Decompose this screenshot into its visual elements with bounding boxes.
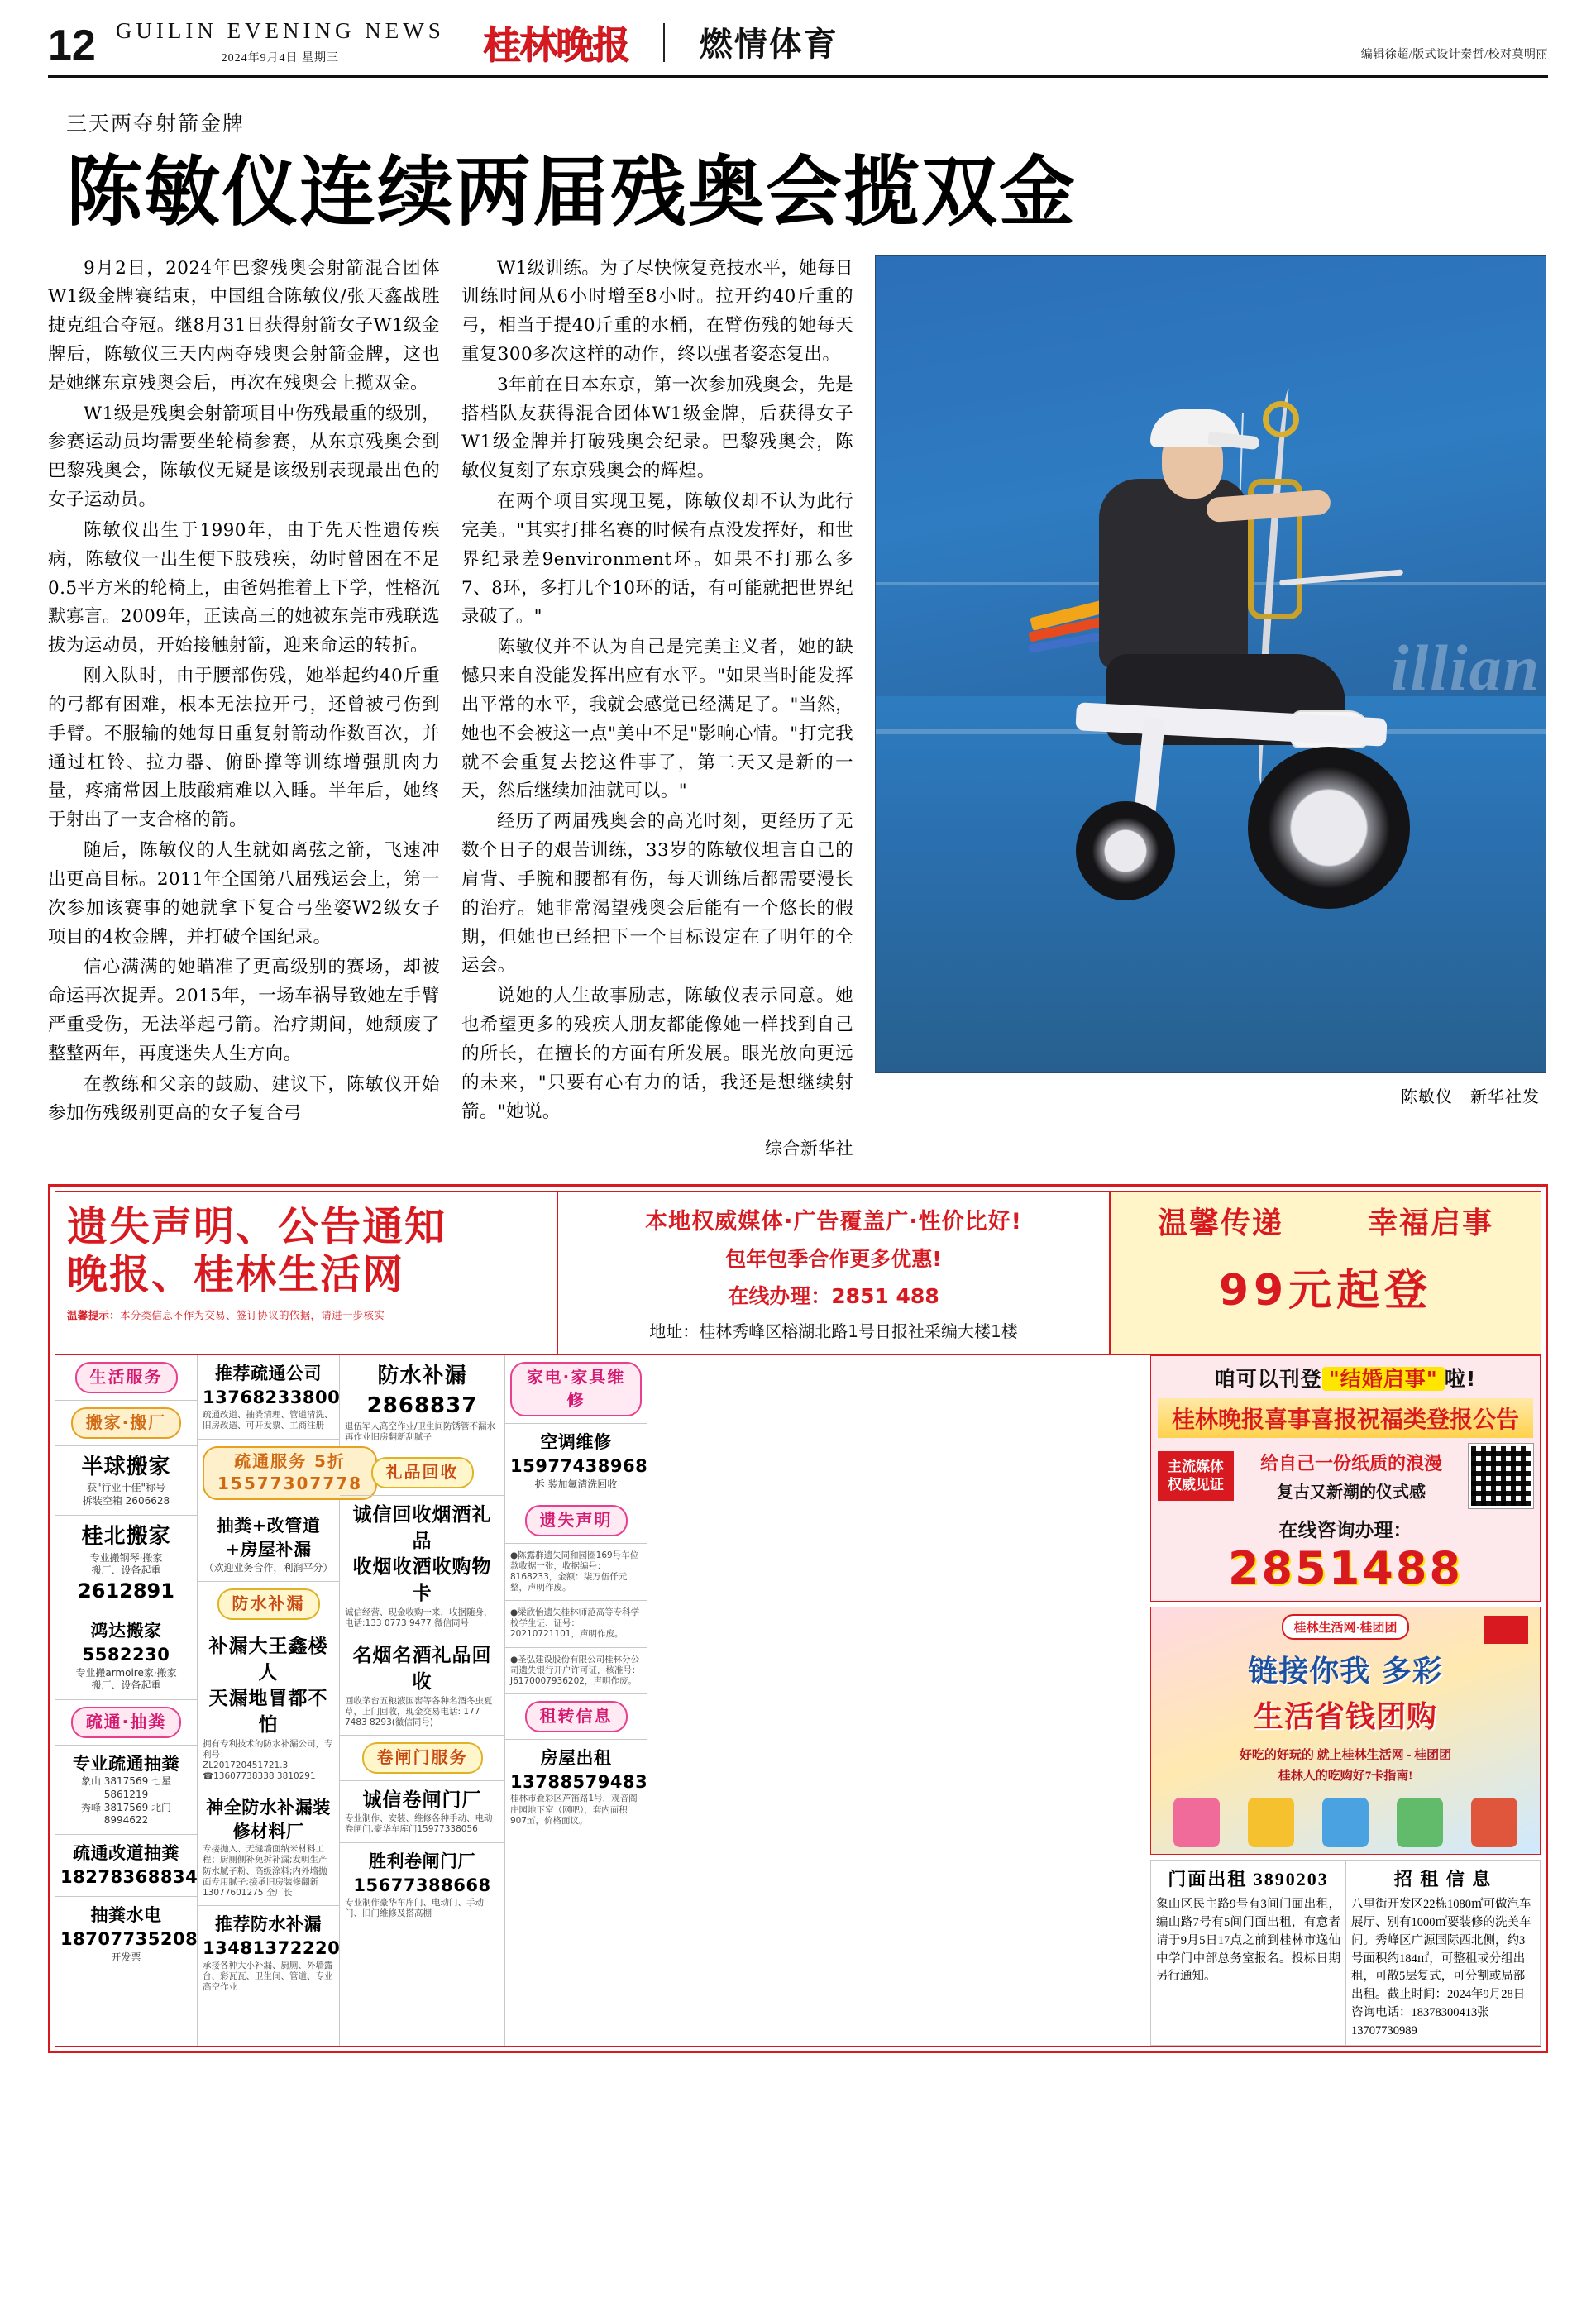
- masthead: [48, 0, 1548, 78]
- ad-note: 开发票: [111, 1951, 141, 1963]
- bottle-icon: [1322, 1798, 1369, 1847]
- ad-note: 专业搬armoire家·搬家: [75, 1666, 177, 1679]
- ad-note: 专业搬钢琴·搬家: [89, 1551, 163, 1564]
- section-title: 燃情体育: [699, 26, 839, 64]
- ad-note: 获"行业十佳"称号: [86, 1482, 166, 1494]
- page-number: 12: [48, 21, 96, 69]
- notice-text: ●圣弘建设股份有限公司桂林分公司遗失银行开户许可证，核准号：J6170007936202，声明作废。: [510, 1654, 641, 1686]
- group-buy-line3: 好吃的好玩的 就上桂林生活网 - 桂团团: [1239, 1749, 1452, 1763]
- ad-title: 房屋出租13788579483: [510, 1747, 648, 1792]
- paragraph: 信心满满的她瞄准了更高级别的赛场，却被命运再次捉弄。2015年，一场车祸导致她左手臂严重受伤，无法举起弓箭。治疗期间，她颓废了整整两年，再度迷失人生方向。: [48, 957, 440, 1064]
- ad-mid-address: 地址：桂林秀峰区榕湖北路1号日报社采编大楼1楼: [649, 1321, 1018, 1342]
- ad-title: 疏通改道抽粪 18278368834: [60, 1842, 198, 1887]
- ad-banner-left: [55, 1192, 558, 1354]
- classified-ad[interactable]: [198, 1627, 339, 1789]
- ad-note2: 拆装空箱 2606628: [82, 1495, 170, 1507]
- classified-ad[interactable]: [505, 1740, 647, 1833]
- promo-line2: 桂林晚报喜事喜报祝福类登报公告: [1158, 1398, 1533, 1438]
- flag-icon: [1484, 1616, 1528, 1644]
- category-header: [55, 1401, 197, 1446]
- lost-notice[interactable]: [505, 1648, 647, 1694]
- paragraph: W1级训练。为了尽快恢复竞技水平，她每日训练时间从6小时增至8小时。拉开约40斤重的弓，相当于提40斤重的水桶，在臂伤残的她每天重复300多次这样的动作，终以强者姿态复出。: [461, 257, 853, 365]
- promo-line1-highlight: "结婚启事": [1322, 1367, 1445, 1391]
- ad-title: 诚信回收烟酒礼品: [352, 1503, 492, 1552]
- classified-ad[interactable]: [55, 1516, 197, 1612]
- ad-title: 专业疏通抽粪: [73, 1753, 179, 1774]
- ad-banner-line1: 遗失声明、公告通知: [67, 1203, 447, 1251]
- category-header: [55, 1355, 197, 1401]
- ad-title: 胜利卷闸门厂 15677388668: [353, 1851, 491, 1895]
- photo-watermark: illian: [1390, 631, 1541, 704]
- product-illustrations: [1159, 1776, 1531, 1847]
- paragraph: 3年前在日本东京，第一次参加残奥会，先是搭档队友获得混合团体W1级金牌，后获得女子W1级金牌并打破残奥会纪录。巴黎残奥会，陈敏仪复刻了东京残奥会的辉煌。: [461, 374, 853, 482]
- group-buy-line2: 生活省钱团购: [1253, 1700, 1437, 1735]
- category-pill: 生活服务: [75, 1362, 178, 1393]
- article-column-1: [48, 255, 440, 1130]
- category-pill: 防水补漏: [217, 1588, 320, 1620]
- ad-note: 桂林市叠彩区芦笛路1号，观音阁庄园地下室（网吧），套内面积907㎡，价格面议。: [510, 1794, 638, 1826]
- editor-credits: 编辑徐超/版式设计秦哲/校对莫明丽: [1360, 49, 1548, 61]
- ad-note: 疏通改道、抽粪清理、管道清洗、旧房改造、可开发票、工商注册: [203, 1410, 333, 1431]
- classified-ad[interactable]: [55, 1446, 197, 1516]
- bow-cam-top-icon: [1263, 401, 1299, 437]
- classifieds-column-3: [340, 1355, 505, 2046]
- tip-text: 本分类信息不作为交易、签订协议的依据，请进一步核实: [120, 1310, 385, 1321]
- classified-ad[interactable]: [340, 1781, 504, 1843]
- ad-banner-tip: [67, 1307, 548, 1322]
- article-byline: 综合新华社: [765, 1139, 853, 1159]
- ad-note2: 秀峰 3817569 北门 8994622: [80, 1801, 172, 1827]
- ad-title: 补漏大王鑫楼人: [208, 1635, 328, 1684]
- ad-phone: 2612891: [78, 1579, 174, 1603]
- masthead-english: [116, 18, 445, 67]
- classified-ad[interactable]: [340, 1636, 504, 1736]
- classified-ad[interactable]: [198, 1355, 339, 1439]
- paragraph: 刚入队时，由于腰部伤残，她举起约40斤重的弓都有困难，根本无法拉开弓，还曾被弓伤到手臂。不服输的她每日重复射箭动作数百次，并通过杠铃、拉力器、俯卧撑等训练增强肌肉力量，疼痛常因上肢酸痛难以入睡。半年后，她终于射出了一支合格的箭。: [48, 666, 440, 831]
- group-buy-line4: 桂林人的吃购好7卡指南!: [1278, 1770, 1413, 1784]
- category-header: [505, 1498, 647, 1544]
- photo-caption: 陈敏仪 新华社发: [1401, 1087, 1540, 1106]
- bag-icon: [1173, 1798, 1220, 1847]
- ad-title: 门面出租 3890203: [1168, 1869, 1329, 1890]
- ad-title: 推荐防水补漏 13481372220: [203, 1913, 341, 1958]
- paragraph: 说她的人生故事励志，陈敏仪表示同意。她也希望更多的残疾人朋友都能像她一样找到自己的所长，在擅长的方面有所发展。眼光放向更远的未来，"只要有心有力的话，我还是想继续射箭。"她说。: [461, 986, 853, 1122]
- classified-ad[interactable]: [55, 1835, 197, 1897]
- paragraph: 9月2日，2024年巴黎残奥会射箭混合团体W1级金牌赛结束，中国组合陈敏仪/张天鑫战胜捷克组合夺冠。继8月31日获得射箭女子W1级金牌后，陈敏仪三天内两夺残奥会射箭金牌，这也是她继东京残奥会后，再次在残奥会上揽双金。: [48, 257, 440, 394]
- paragraph: 经历了两届残奥会的高光时刻，更经历了无数个日子的艰苦训练，33岁的陈敏仪坦言自己的肩背、手腕和腰都有伤，每天训练后都需要漫长的治疗。她非常渴望残奥会后能有一个悠长的假期，但她也已经把下一个目标设定在了明年的全运会。: [461, 811, 853, 977]
- lost-notice[interactable]: [505, 1601, 647, 1647]
- promo-mid-b: 复古又新潮的仪式感: [1277, 1483, 1426, 1502]
- classifieds-column-1: [55, 1355, 198, 2046]
- ad-right-price: 99元起登: [1218, 1266, 1433, 1316]
- article-headline: 陈敏仪连续两届残奥会揽双金: [66, 148, 1078, 236]
- ad-note2: ZL201720451721.3 ☎13607738338 3810291: [203, 1760, 316, 1782]
- classifieds-grid: [55, 1355, 1541, 2046]
- tip-label: 温馨提示：: [67, 1310, 121, 1321]
- category-pill: 礼品回收: [371, 1457, 474, 1488]
- classifieds-column-2: [198, 1355, 363, 2046]
- group-buy-badge: 桂林生活网·桂团团: [1282, 1614, 1408, 1640]
- qr-code-icon[interactable]: [1469, 1444, 1533, 1508]
- wheelchair-caster: [1076, 801, 1175, 900]
- promo-mid-a: 给自己一份纸质的浪漫: [1259, 1454, 1442, 1475]
- ad-note: 诚信经营、现金收购一来，收据随身，电话:133 0773 9477 微信同号: [345, 1607, 493, 1629]
- category-header: [340, 1450, 504, 1496]
- classified-ad[interactable]: [55, 1897, 197, 1971]
- notice-text: ●梁欣怡遗失桂林师范高等专科学校学生证、证号：20210721101，声明作废。: [510, 1607, 640, 1640]
- english-title: GUILIN EVENING NEWS: [115, 18, 445, 43]
- category-header: [55, 1700, 197, 1746]
- category-pill: 疏通服务 5折 15577307778: [203, 1446, 377, 1500]
- classified-ad[interactable]: [55, 1612, 197, 1700]
- paragraph: 随后，陈敏仪的人生就如离弦之箭，飞速冲出更高目标。2011年全国第八届残运会上，第一次参加该赛事的她就拿下复合弓坐姿W2级女子项目的4枚金牌，并打破全国纪录。: [48, 840, 440, 948]
- ad-mid-line2: 包年包季合作更多优惠!: [725, 1247, 942, 1272]
- promo-line1-pre: 咱可以刊登: [1214, 1367, 1322, 1392]
- promo-badge: [1158, 1451, 1234, 1501]
- ad-mid-line3[interactable]: 在线办理：2851 488: [728, 1284, 939, 1309]
- classifieds-column-4: [505, 1355, 647, 2046]
- masthead-divider: [663, 23, 665, 62]
- ad-title: 招 租 信 息: [1393, 1869, 1493, 1890]
- category-header: [505, 1694, 647, 1740]
- group-buy-ad[interactable]: [1150, 1607, 1541, 1855]
- shop-rent-ad[interactable]: [1151, 1861, 1345, 2045]
- ad-title: 名烟名酒礼品回收: [352, 1645, 492, 1693]
- ad-note: （欢迎业务合作，利润平分）: [203, 1561, 333, 1574]
- paragraph: 在两个项目实现卫冕，陈敏仪却不认为此行完美。"其实打排名赛的时候有点没发挥好，和世界纪录差9environment环。如果不打那么多7、8环，多打几个10环的话，有可能就把世界纪录破了。": [461, 491, 853, 628]
- ad-title: 抽粪水电 18707735208: [60, 1904, 198, 1949]
- category-pill: 家电·家具维修: [510, 1362, 642, 1416]
- promo-line3: 在线咨询办理：: [1278, 1520, 1412, 1542]
- paragraph: 在教练和父亲的鼓励、建议下，陈敏仪开始参加伤残级别更高的女子复合弓: [48, 1073, 440, 1124]
- ad-note: 专接抛入、无缝墙面纳米材料工程；厨厕侧补免拆补漏;发明生产防水腻子粉、高级涂料;内外墙抛面专用腻子;接承旧房装修翻新 13077601275 全厂长: [203, 1844, 327, 1898]
- paragraph: 陈敏仪并不认为自己是完美主义者，她的缺憾只来自没能发挥出应有水平。"如果当时能发挥出平常的水平，我就会感觉已经满足了。"当然，她也不会被这一点"美中不足"影响心情。"打完我就不会重复去挖这件事了，第二天又是新的一天，然后继续加油就可以。": [461, 637, 853, 802]
- brand-logo: 桂林晚报: [482, 22, 628, 67]
- ad-note: 承接各种大小补漏、厨厕、外墙露台、彩瓦瓦、卫生间、管道、专业高空作业: [203, 1960, 333, 1993]
- category-header: [340, 1736, 504, 1781]
- ad-right-a: 温馨传递: [1157, 1206, 1283, 1241]
- dateline: 2024年9月4日 星期三: [221, 52, 340, 64]
- ad-title-2: 天漏地冒都不怕: [208, 1688, 328, 1736]
- ad-note: 拆 装加氟清洗回收: [534, 1478, 618, 1490]
- ad-note: 回收茅台五粮液国窖等各种名酒冬虫夏草，上门回收，现金交易电话: 177 7483 8293(微信同号): [345, 1695, 493, 1727]
- paragraph: 陈敏仪出生于1990年，由于先天性遗传疾病，陈敏仪一出生便下肢残疾，幼时曾困在不足0.5平方米的轮椅上，由爸妈推着上下学，性格沉默寡言。2009年，正读高三的她被东莞市残联选拔为运动员，开始接触射箭，迎来命运的转折。: [48, 519, 440, 657]
- ad-note2: 搬厂、设备起重: [91, 1564, 161, 1577]
- promo-badge-line2: 权威见证: [1168, 1477, 1224, 1494]
- ad-title: 防水补漏 2868837: [366, 1364, 478, 1419]
- ad-title: 诚信卷闸门厂: [362, 1789, 482, 1811]
- classified-ad[interactable]: [340, 1355, 504, 1450]
- promo-column: [1150, 1355, 1541, 2046]
- ad-body: 象山区民主路9号有3间门面出租，编山路7号有5间门面出租，有意者请于9月5日17点之前到桂林市逸仙中学门中部总务室报名。投标日期另行通知。: [1156, 1898, 1340, 1984]
- category-pill: 疏通·抽粪: [71, 1707, 182, 1738]
- ad-mid-line1: 本地权威媒体·广告覆盖广·性价比好!: [645, 1209, 1022, 1235]
- ad-banner-middle: [558, 1192, 1111, 1354]
- classified-ad[interactable]: [198, 1789, 339, 1906]
- category-pill: 卷闸门服务: [362, 1742, 483, 1774]
- classified-ad[interactable]: [340, 1843, 504, 1926]
- ad-title: 空调维修 15977438968: [510, 1431, 648, 1476]
- ad-title: 抽粪+改管道+房屋补漏: [216, 1515, 321, 1560]
- ad-title: 神全防水补漏装修材料厂: [206, 1798, 331, 1842]
- category-header: [198, 1582, 339, 1627]
- ad-title-2: 收烟收酒收购物卡: [352, 1556, 492, 1605]
- group-buy-line1: 链接你我 多彩: [1248, 1655, 1443, 1689]
- ad-note: 专业制作豪华车库门、电动门、手动门、旧门维修及搭高棚: [345, 1897, 484, 1918]
- ad-title: 桂北搬家: [81, 1523, 171, 1549]
- wedding-announcement-ad[interactable]: [1150, 1355, 1541, 1602]
- classified-ad[interactable]: [340, 1496, 504, 1636]
- wheelchair-wheel: [1248, 747, 1410, 909]
- ad-banner: [55, 1192, 1541, 1355]
- ad-note: 拥有专利技术的防水补漏公司，专利号：: [203, 1738, 333, 1760]
- ad-body: 八里街开发区22栋1080㎡可做汽车展厅、别有1000㎡要装修的洗美车间。秀峰区广源国际西北侧，约3号面积约184㎡，可整租或分组出租，可散5层复式，可分割或局部出租。截止时间：2024年9月28日咨询电话：18378300413张 13707730989: [1351, 1898, 1531, 2037]
- classified-ad[interactable]: [198, 1507, 339, 1583]
- ad-title: 推荐疏通公司 13768233800: [203, 1364, 341, 1408]
- article-kicker: 三天两夺射箭金牌: [66, 112, 246, 136]
- article-photo: [875, 255, 1546, 1073]
- ad-banner-right: [1111, 1192, 1541, 1354]
- ad-title: 半球搬家: [81, 1454, 171, 1479]
- ad-note: 专业制作、安装、维修各种手动、电动卷闸门,豪华车库门15977338056: [345, 1813, 493, 1835]
- category-header: [198, 1440, 363, 1507]
- ad-banner-line2: 晚报、桂林生活网: [67, 1251, 405, 1299]
- athlete-figure: [1000, 355, 1388, 934]
- classified-ads-section: [48, 1184, 1548, 2053]
- ad-note2: 搬厂、设备起重: [91, 1679, 161, 1692]
- ad-note: 象山 3817569 七星 5861219: [80, 1775, 172, 1801]
- classified-ad[interactable]: [505, 1424, 647, 1499]
- rent-info-ad[interactable]: [1345, 1861, 1540, 2045]
- category-pill: 搬家·搬厂: [71, 1407, 182, 1439]
- gift-icon: [1397, 1798, 1443, 1847]
- ad-note: 退伍军人高空作业/卫生间防锈管不漏水再作业旧房翻新刮腻子: [345, 1421, 496, 1443]
- lost-notice[interactable]: [505, 1544, 647, 1602]
- cart-icon: [1471, 1798, 1517, 1847]
- promo-phone[interactable]: 2851488: [1227, 1542, 1463, 1595]
- ad-title: 鸿达搬家 5582230: [82, 1620, 170, 1665]
- article-photo-column: [875, 255, 1546, 1107]
- classified-ad[interactable]: [55, 1746, 197, 1835]
- classified-ad[interactable]: [198, 1906, 339, 1999]
- promo-badge-line1: 主流媒体: [1168, 1459, 1224, 1476]
- category-header: [505, 1355, 647, 1423]
- category-pill: 遗失声明: [525, 1505, 628, 1536]
- notice-text: ●陈露群遗失同和园圈169号车位款收据一张，收据编号：8168233，金额：柒万伍仟元整，声明作废。: [510, 1550, 639, 1593]
- paragraph: W1级是残奥会射箭项目中伤残最重的级别，参赛运动员均需要坐轮椅参赛，从东京残奥会到巴黎残奥会，陈敏仪无疑是该级别表现最出色的女子运动员。: [48, 403, 440, 511]
- box-icon: [1248, 1798, 1294, 1847]
- article-body: [48, 255, 1548, 1163]
- article-column-2: [461, 255, 853, 1163]
- ad-right-b: 幸福启事: [1367, 1206, 1493, 1241]
- promo-line1: [1158, 1363, 1533, 1392]
- category-pill: 租转信息: [525, 1701, 628, 1732]
- promo-line1-post: 啦!: [1444, 1367, 1477, 1392]
